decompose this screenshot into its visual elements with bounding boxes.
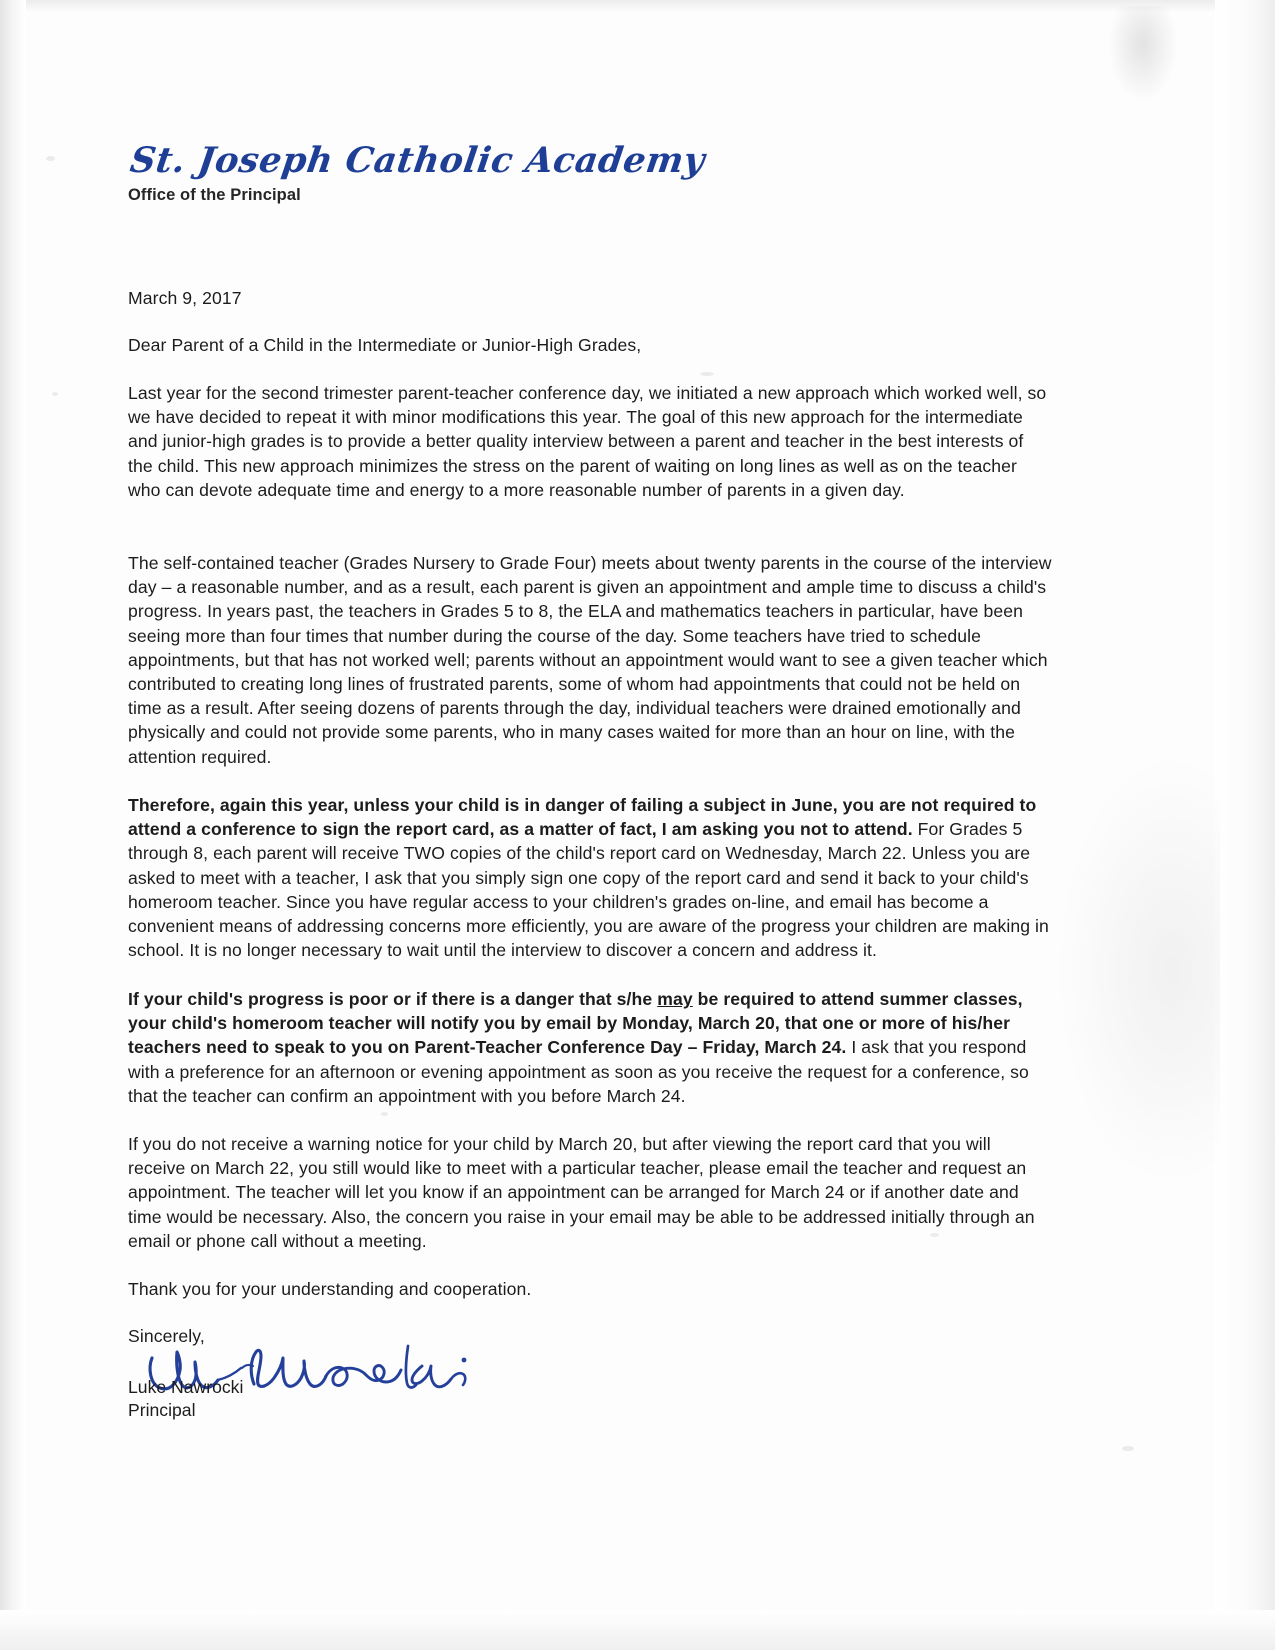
scan-edge-bottom bbox=[0, 1610, 1275, 1650]
letter-date: March 9, 2017 bbox=[128, 288, 242, 308]
paragraph-4-emphasis-b: be required to attend summer classes, your child's homeroom teacher will notify you by email by Monday, March 20, that one or more of his/her teachers need to speak to you on Parent-Teacher Conference Day – Friday, March 24. bbox=[128, 989, 1023, 1058]
scan-edge-top bbox=[0, 0, 1275, 14]
letter-closing: Sincerely, bbox=[128, 1326, 205, 1346]
letter-paragraph-2: The self-contained teacher (Grades Nursery to Grade Four) meets about twenty parents in the course of the interview day – a reasonable number, and as a result, each parent is given an appointment and ample time to discuss a child's progress. In years past, the teachers in Grades 5 to 8, the ELA and mathematics teachers in particular, have been seeing more than four times that number during the course of the day. Some teachers have tried to schedule appointments, but that has not worked well; parents without an appointment would want to see a given teacher which contributed to creating long lines of frustrated parents, some of whom had appointments that could not be held on time as a result. After seeing dozens of parents through the day, individual teachers were drained emotionally and physically and could not provide some parents, who in many cases waited for more than an hour on line, with the attention required. bbox=[128, 553, 1052, 767]
scan-speck bbox=[1122, 1446, 1134, 1451]
signer-title: Principal bbox=[128, 1400, 196, 1420]
scan-artifact-mid-right bbox=[1060, 760, 1220, 1180]
paragraph-3-body: For Grades 5 through 8, each parent will receive TWO copies of the child's report card on Wednesday, March 22. Unless you are asked to meet with a teacher, I ask that you simply sign one copy of the report card and send it back to your child's homeroom teacher. Since you have regular access to your children's grades on-line, and email has become a convenient means of addressing concerns more efficiently, you are aware of the progress your children are making in school. It is no longer necessary to wait until the interview to discover a concern and address it. bbox=[128, 819, 1049, 961]
letter-salutation: Dear Parent of a Child in the Intermediate or Junior-High Grades, bbox=[128, 335, 642, 355]
scan-speck bbox=[46, 156, 55, 161]
signer-name: Luke Nawrocki bbox=[128, 1377, 244, 1397]
letter-paragraph-4 bbox=[128, 987, 1053, 1108]
letter-paragraph-3 bbox=[128, 793, 1053, 962]
scan-edge-left bbox=[0, 0, 26, 1650]
paragraph-3-emphasis: Therefore, again this year, unless your child is in danger of failing a subject in June, you are not required to attend a conference to sign the report card, as a matter of fact, I am asking you not to attend. bbox=[128, 795, 1037, 840]
paragraph-4-body: I ask that you respond with a preference for an afternoon or evening appointment as soon as you receive the request for a conference, so that the teacher can confirm an appointment with you before March 24. bbox=[128, 1037, 1029, 1106]
letterhead bbox=[127, 140, 728, 205]
scan-artifact-top-right bbox=[1108, 6, 1178, 102]
scan-speck bbox=[700, 372, 714, 376]
letter-paragraph-1: Last year for the second trimester parent-teacher conference day, we initiated a new approach which worked well, so we have decided to repeat it with minor modifications this year. The goal of this new approach for the intermediate and junior-high grades is to provide a better quality interview between a parent and teacher in the best interests of the child. This new approach minimizes the stress on the parent of waiting on long lines as well as on the teacher who can devote adequate time and energy to a more reasonable number of parents in a given day. bbox=[128, 383, 1047, 500]
scan-edge-right bbox=[1215, 0, 1275, 1650]
letter-paragraph-5: If you do not receive a warning notice for your child by March 20, but after viewing the report card that you will receive on March 22, you still would like to meet with a particular teacher, please email the teacher and request an appointment. The teacher will let you know if an appointment can be arranged for March 24 or if another date and time would be necessary. Also, the concern you raise in your email may be able to be addressed initially through an email or phone call without a meeting. bbox=[128, 1134, 1035, 1251]
paragraph-4-underlined-word: may bbox=[657, 989, 693, 1009]
office-subtitle: Office of the Principal bbox=[128, 186, 301, 204]
school-name-text: St. Joseph Catholic Academy bbox=[127, 140, 708, 181]
signature-dot bbox=[462, 1358, 467, 1363]
scan-speck bbox=[381, 1112, 388, 1116]
paragraph-4-emphasis-a: If your child's progress is poor or if there is a danger that s/he bbox=[128, 989, 658, 1009]
letter-thanks: Thank you for your understanding and cooperation. bbox=[128, 1279, 532, 1299]
school-name bbox=[127, 140, 733, 181]
scan-speck bbox=[52, 392, 58, 396]
